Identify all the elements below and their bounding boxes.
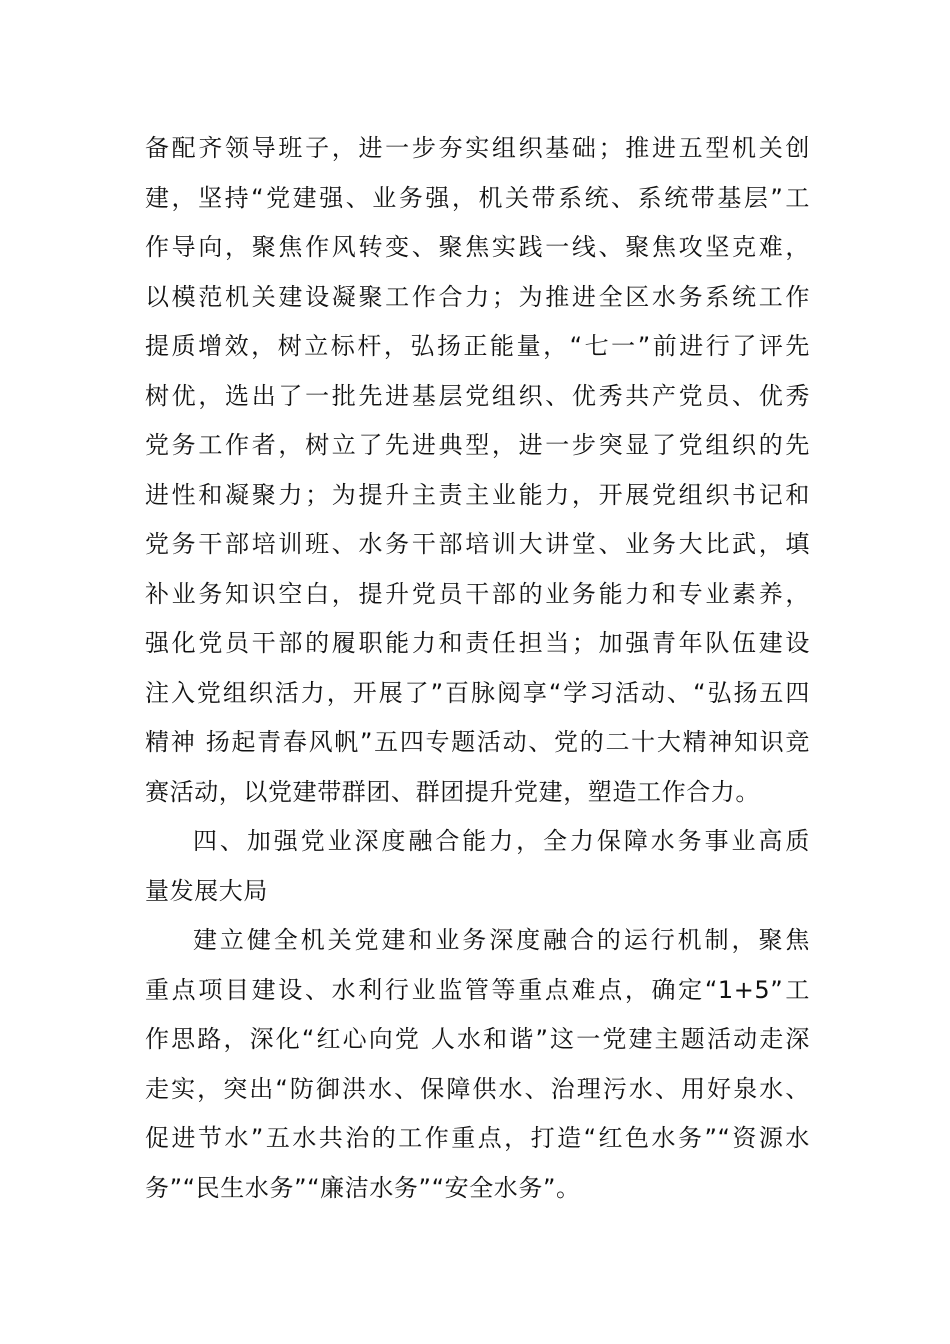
text-line: 作思路，深化“红心向党 人水和谐”这一党建主题活动走深	[145, 1025, 810, 1053]
text-line: 建立健全机关党建和业务深度融合的运行机制，聚焦	[193, 926, 810, 954]
text-line: 补业务知识空白，提升党员干部的业务能力和专业素养，	[145, 579, 810, 608]
text-line: 建，坚持“党建强、业务强，机关带系统、系统带基层”工	[145, 183, 810, 212]
text-line: 精神 扬起青春风帆”五四专题活动、党的二十大精神知识竞	[145, 728, 810, 756]
text-line: 党务工作者，树立了先进典型，进一步突显了党组织的先	[145, 431, 810, 459]
text-line: 树优，选出了一批先进基层党组织、优秀共产党员、优秀	[145, 381, 810, 410]
paragraph-org-building	[145, 124, 810, 1213]
section-heading-line: 四、加强党业深度融合能力，全力保障水务事业高质	[193, 827, 810, 855]
text-line: 党务干部培训班、水务干部培训大讲堂、业务大比武，填	[145, 530, 810, 558]
text-line: 提质增效，树立标杆，弘扬正能量，“七一”前进行了评先	[145, 332, 810, 360]
text-line: 注入党组织活力，开展了”百脉阅享“学习活动、“弘扬五四	[145, 678, 810, 707]
text-line: 重点项目建设、水利行业监管等重点难点，确定“1+5”工	[145, 975, 810, 1004]
text-line: 以模范机关建设凝聚工作合力；为推进全区水务系统工作	[145, 282, 810, 311]
text-line: 强化党员干部的履职能力和责任担当；加强青年队伍建设	[145, 629, 810, 657]
text-line: 走实，突出“防御洪水、保障供水、治理污水、用好泉水、	[145, 1074, 810, 1103]
text-line: 进性和凝聚力；为提升主责主业能力，开展党组织书记和	[145, 480, 810, 509]
text-line: 赛活动，以党建带群团、群团提升党建，塑造工作合力。	[145, 777, 760, 806]
text-line: 作导向，聚焦作风转变、聚焦实践一线、聚焦攻坚克难，	[145, 233, 810, 261]
text-line: 促进节水”五水共治的工作重点，打造“红色水务”“资源水	[145, 1124, 810, 1152]
section-heading-line: 量发展大局	[145, 876, 268, 905]
text-line: 务”“民生水务”“廉洁水务”“安全水务”。	[145, 1173, 581, 1202]
text-line: 备配齐领导班子，进一步夯实组织基础；推进五型机关创	[145, 134, 810, 162]
